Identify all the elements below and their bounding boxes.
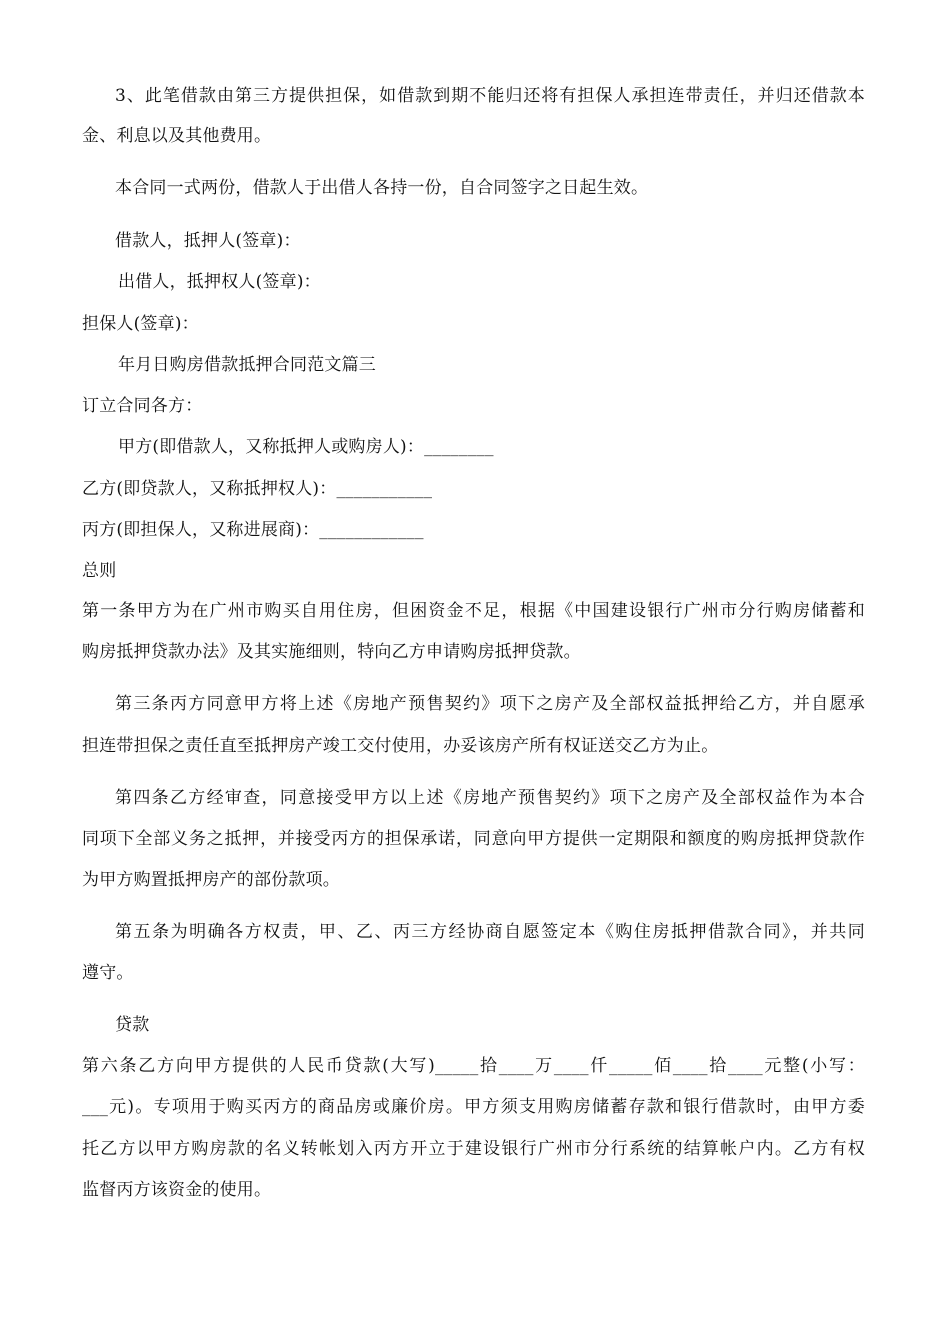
section-title: 年月日购房借款抵押合同范文篇三: [118, 355, 376, 375]
article-4-line-1: 第四条乙方经审查，同意接受甲方以上述《房地产预售契约》项下之房产及全部权益作为本合: [115, 788, 865, 808]
copies-paragraph: 本合同一式两份，借款人于出借人各持一份，自合同签字之日起生效。: [115, 178, 649, 198]
party-c-blank: ____________: [319, 520, 424, 540]
party-a-blank: ________: [424, 437, 494, 457]
party-b-label: 乙方(即贷款人，又称抵押权人)：: [82, 479, 337, 499]
article-6-line-3: 托乙方以甲方购房款的名义转帐划入丙方开立于建设银行广州市分行系统的结算帐户内。乙方有权: [82, 1139, 865, 1159]
article-4-line-2: 同项下全部义务之抵押，并接受丙方的担保承诺，同意向甲方提供一定期限和额度的购房抵押贷款作: [82, 829, 865, 849]
guarantor-signature-line: 担保人(签章)：: [82, 314, 199, 334]
party-b-blank: ___________: [336, 479, 433, 499]
article-6-line-4: 监督丙方该资金的使用。: [82, 1180, 272, 1200]
lender-signature-line: 出借人，抵押权人(签章)：: [118, 272, 321, 292]
party-b-line: [82, 477, 432, 501]
party-c-line: [82, 518, 424, 542]
borrower-signature-line: 借款人，抵押人(签章)：: [115, 231, 301, 251]
parties-heading: 订立合同各方：: [82, 396, 203, 416]
article-3-line-2: 担连带担保之责任直至抵押房产竣工交付使用，办妥该房产所有权证送交乙方为止。: [82, 736, 719, 756]
guarantee-paragraph-line-2: 金、利息以及其他费用。: [82, 126, 272, 146]
loan-heading: 贷款: [115, 1015, 150, 1035]
article-6-line-1: 第六条乙方向甲方提供的人民币贷款(大写)_____拾____万____仟_____佰____拾____元整(小写：: [82, 1056, 865, 1076]
general-heading: 总则: [82, 561, 117, 581]
guarantee-paragraph-line-1: 3、此笔借款由第三方提供担保，如借款到期不能归还将有担保人承担连带责任，并归还借款本: [115, 86, 865, 106]
article-5-line-2: 遵守。: [82, 963, 134, 983]
article-5-line-1: 第五条为明确各方权责，甲、乙、丙三方经协商自愿签定本《购住房抵押借款合同》，并共同: [115, 922, 865, 942]
party-a-line: [118, 435, 494, 459]
article-3-line-1: 第三条丙方同意甲方将上述《房地产预售契约》项下之房产及全部权益抵押给乙方，并自愿承: [115, 694, 865, 714]
article-1-line-2: 购房抵押贷款办法》及其实施细则，特向乙方申请购房抵押贷款。: [82, 642, 581, 662]
article-6-line-2: ___元)。专项用于购买丙方的商品房或廉价房。甲方须支用购房储蓄存款和银行借款时，由甲方委: [82, 1097, 865, 1117]
article-1-line-1: 第一条甲方为在广州市购买自用住房，但困资金不足，根据《中国建设银行广州市分行购房储蓄和: [82, 601, 865, 621]
party-a-label: 甲方(即借款人，又称抵押人或购房人)：: [118, 437, 425, 457]
article-4-line-3: 为甲方购置抵押房产的部份款项。: [82, 870, 340, 890]
party-c-label: 丙方(即担保人，又称进展商)：: [82, 520, 320, 540]
